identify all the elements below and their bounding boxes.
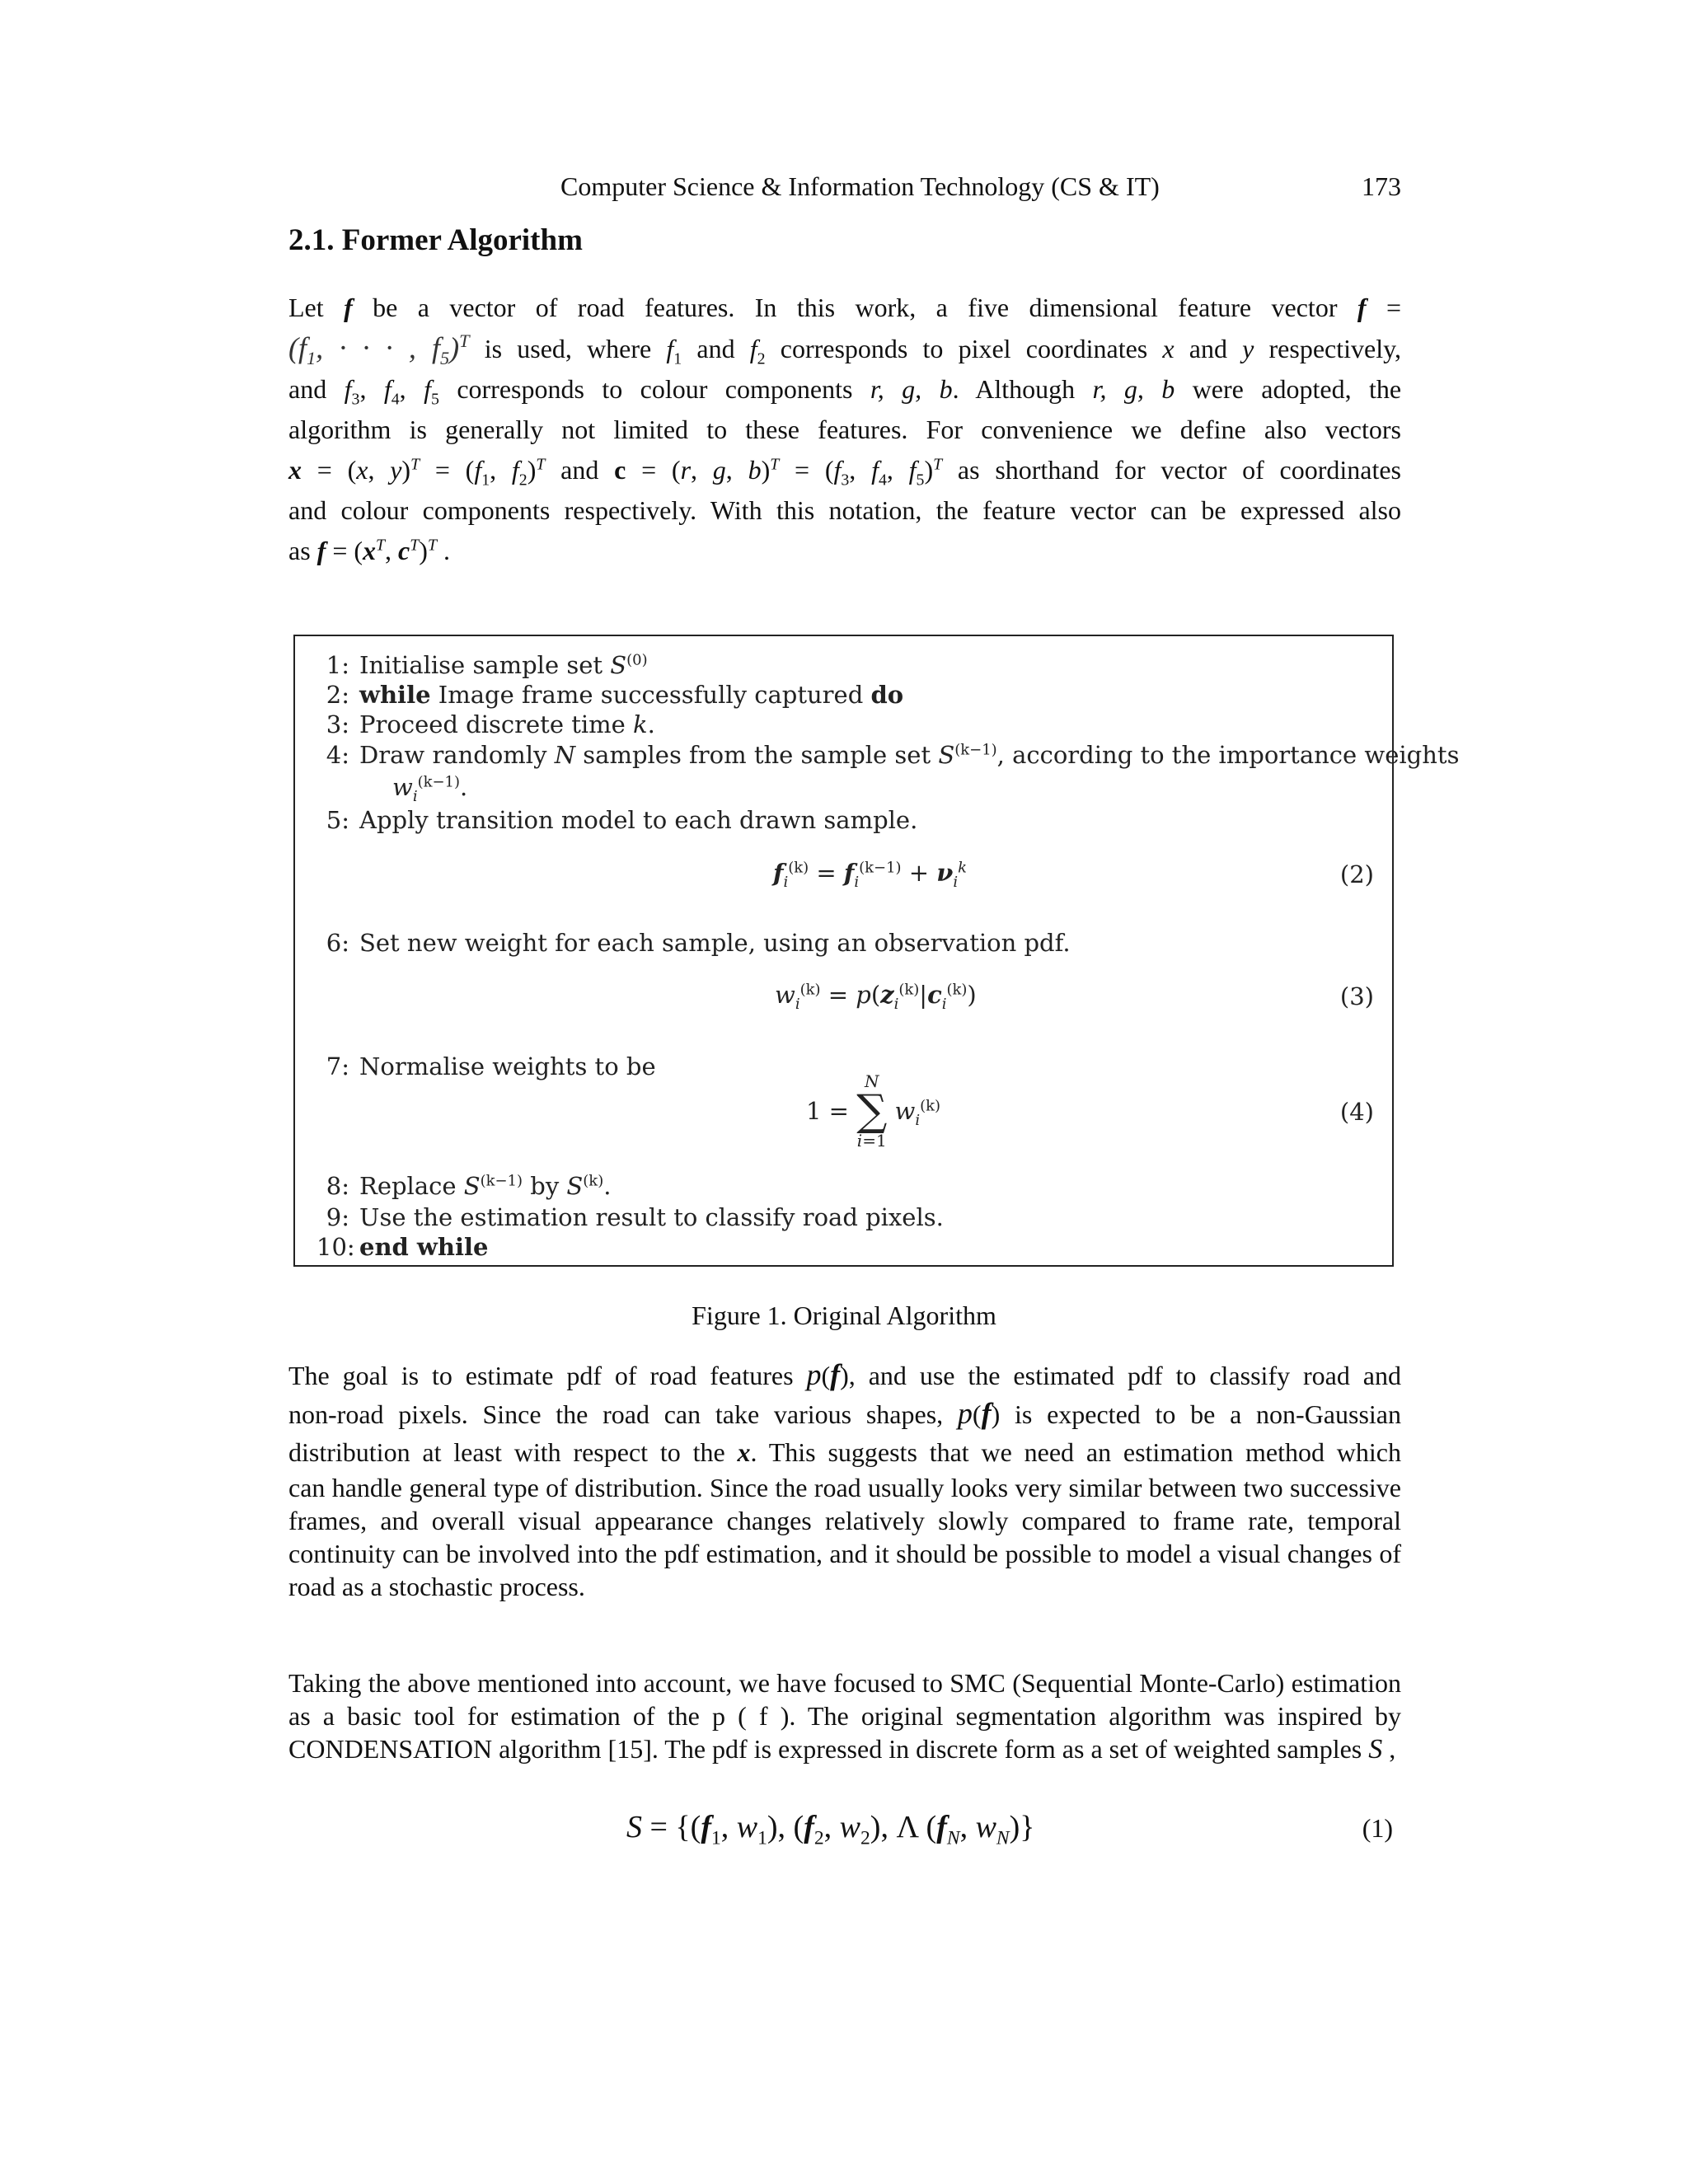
figure-caption: Figure 1. Original Algorithm (692, 1301, 996, 1330)
algo-line-2: 2: while Image frame successfully captured do (326, 681, 904, 709)
equation-4: 1 = N ∑ i=1 $w_i^{(k)}$ (806, 1071, 941, 1151)
section-title: 2.1. Former Algorithm (288, 223, 583, 257)
equation-3: $w_i^{(k)} = p(z_i^{(k)}|c_i^{(k)})$ (775, 981, 977, 1013)
page-number: 173 (1362, 171, 1401, 201)
algo-line-5: 5: Apply transition model to each drawn sample. (326, 806, 918, 834)
algo-line-7: 7: Normalise weights to be (326, 1052, 656, 1080)
equation-1: $S = \{(f_1$, $w_1$), ($f_2$, $w_2$), Λ ($f_N$, $w_N$)} (626, 1810, 1035, 1849)
equation-number-3: (3) (1339, 982, 1374, 1010)
equation-number-4: (4) (1339, 1098, 1374, 1126)
equation-2: $f_i^{(k)} = f_i^{(k-1)} + \nu_i^k$ (773, 859, 968, 891)
equation-number-1: (1) (1362, 1813, 1393, 1843)
algo-line-6: 6: Set new weight for each sample, using an observation pdf. (326, 929, 1071, 957)
algo-line-3: 3: Proceed discrete time k. (326, 710, 655, 738)
running-header (288, 171, 1401, 204)
algorithm-box (293, 635, 1460, 1267)
paragraph-smc: Taking the above mentioned into account, we have focused to SMC (Sequential Monte-Carlo) estimation as a basic tool for estimation of the p ( f ). The original segmentation algorithm was inspired by CONDENSATION algorithm [15]. The pdf is expressed in discrete form as a set of weighted samples S , (288, 1668, 1401, 1765)
algo-line-1: 1: Initialise sample set $S^{(0)}$ (326, 651, 648, 679)
journal-title: Computer Science & Information Technology (CS & IT) (560, 171, 1160, 201)
algo-line-4-cont: $w_i^{(k-1)}$. (392, 773, 468, 805)
algo-line-9: 9: Use the estimation result to classify road pixels. (326, 1203, 944, 1231)
algo-line-4: 4: Draw randomly N samples from the sample set $S^{(k-1)}$, according to the importance weights (326, 741, 1460, 769)
paragraph-pdf-goal: The goal is to estimate pdf of road features p(f), and use the estimated pdf to classify road and non-road pixels. Since the road can take various shapes, p(f) is expected to be a non-Gaussian distribution at least with respect to the x. This suggests that we need an estimation method which can handle general type of distribution. Since the road usually looks very similar between two successive frames, and overall visual appearance changes relatively slowly compared to frame rate, temporal continuity can be involved into the pdf estimation, and it should be possible to model a visual changes of road as a stochastic process. (288, 1358, 1402, 1601)
paragraph-feature-vector: Let f be a vector of road features. In this work, a five dimensional feature vector f = ($f_1$, · · · , $f_5)^T$ is used, where $f_1$ and $f_2$ corresponds to pixel coordinates x and y respectively, and $f_3$, $f_4$, $f_5$ corresponds to colour components r, g, b. Although r, g, b were adopted, the algorithm is generally not limited to these features. For convenience we define also vectors x = (x, $y)^T = (f_1$, $f_2)^T$ and c = (r, g, $b)^T = (f_3$, $f_4$, $f_5)^T$ as shorthand for vector of coordinates and colour components respectively. With this notation, the feature vector can be expressed also as $f = (x^T$, $c^T)^T$ . (288, 293, 1402, 565)
equation-number-2: (2) (1339, 860, 1374, 888)
algo-line-8: 8: Replace $S^{(k-1)}$ by $S^{(k)}$. (326, 1172, 612, 1200)
algo-line-10: 10: end while (316, 1233, 489, 1261)
